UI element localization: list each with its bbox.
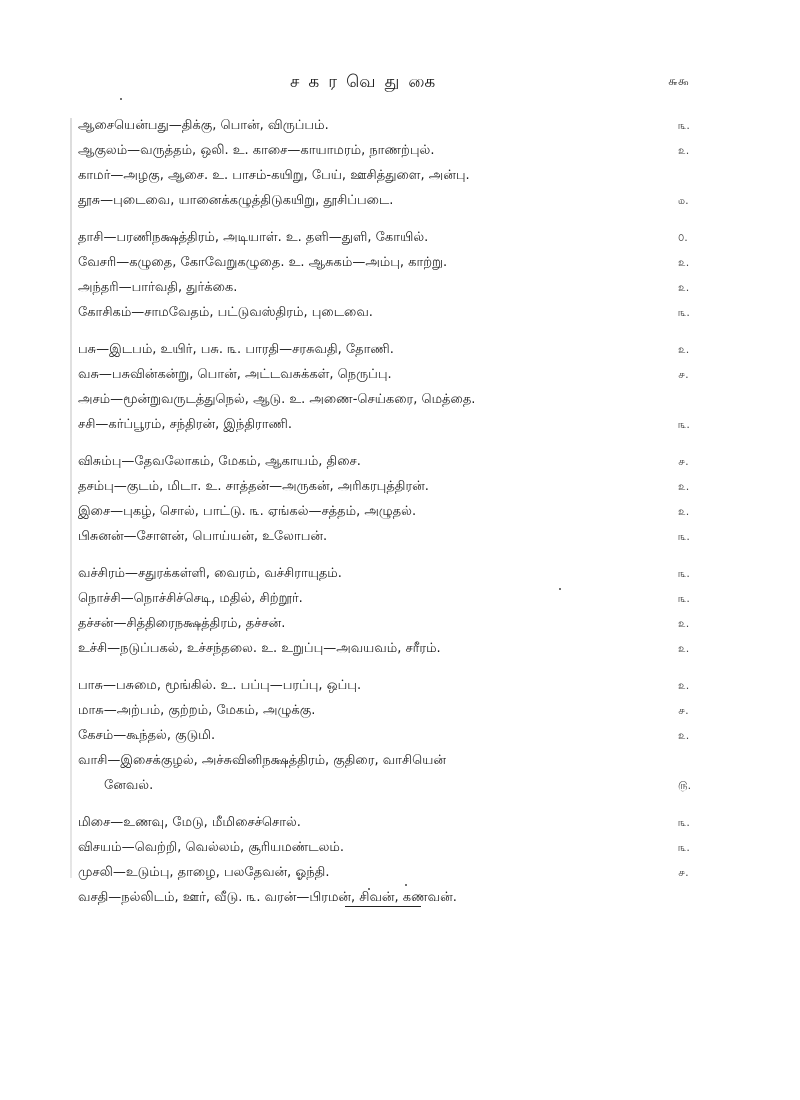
- entry-group: [78, 225, 718, 325]
- entry-line: [78, 673, 718, 698]
- entry-group: [78, 561, 718, 661]
- entry-text: மிசை—உணவு, மேடு, மீமிசைச்சொல்.: [78, 815, 301, 830]
- line-marker: ௨.: [678, 144, 690, 157]
- entry-line: [78, 524, 718, 549]
- line-marker: ௩.: [678, 592, 690, 605]
- entry-text: ஆகுலம்—வருத்தம், ஒலி. உ. காசை—காயாமரம், நாணற்புல்.: [78, 143, 435, 158]
- entry-line: [78, 163, 718, 188]
- line-marker: ௪.: [678, 455, 689, 468]
- entry-text: தசம்பு—குடம், மிடா. உ. சாத்தன்—அருகன், அரிகரபுத்திரன்.: [78, 479, 429, 494]
- entry-text: வேசரி—கழுதை, கோவேறுகழுதை. உ. ஆசுகம்—அம்பு, காற்று.: [78, 255, 448, 270]
- entry-line: [78, 362, 718, 387]
- line-marker: ௰.: [678, 194, 689, 207]
- entry-text: கேசம்—கூந்தல், குடுமி.: [78, 728, 216, 743]
- entry-group: [78, 337, 718, 437]
- line-marker: ௨.: [678, 617, 690, 630]
- line-marker: ௨.: [678, 729, 690, 742]
- entry-line: [78, 810, 718, 835]
- entry-text: வசதி—நல்லிடம், ஊர், வீடு. ௩. வரன்—பிரமன், சிவன், கணவன்.: [78, 890, 457, 905]
- line-marker: ௨.: [678, 343, 690, 356]
- entry-text: வசு—பசுவின்கன்று, பொன், அட்டவசுக்கள், நெருப்பு.: [78, 367, 392, 382]
- entry-line: [78, 412, 718, 437]
- ink-speck: [559, 588, 561, 590]
- line-marker: ௨.: [678, 256, 690, 269]
- entry-group: [78, 113, 718, 213]
- entry-text: விசயம்—வெற்றி, வெல்லம், சூரியமண்டலம்.: [78, 840, 344, 855]
- entry-line: [78, 499, 718, 524]
- entry-line: [78, 337, 718, 362]
- line-marker: ௨.: [678, 281, 690, 294]
- line-marker: ௨.: [678, 505, 690, 518]
- entry-text: மாசு—அற்பம், குற்றம், மேகம், அழுக்கு.: [78, 703, 316, 718]
- entry-text: தாசி—பரணிநக்ஷத்திரம், அடியாள். உ. தளி—துளி, கோயில்.: [78, 230, 429, 245]
- entry-text: ஆசையென்பது—திக்கு, பொன், விருப்பம்.: [78, 118, 329, 133]
- line-marker: ௦.: [678, 231, 688, 244]
- line-marker: ௩.: [678, 816, 690, 829]
- entry-line: [78, 636, 718, 661]
- entry-text: உச்சி—நடுப்பகல், உச்சந்தலை. உ. உறுப்பு—அவயவம், சரீரம்.: [78, 641, 441, 656]
- entry-text: முசலி—உடும்பு, தாழை, பலதேவன், ஓந்தி.: [78, 865, 330, 880]
- entry-text: கோசிகம்—சாமவேதம், பட்டுவஸ்திரம், புடைவை.: [78, 305, 373, 320]
- entry-group: [78, 810, 718, 910]
- entry-line: [78, 275, 718, 300]
- entry-text: தூசு—புடைவை, யானைக்கழுத்திடுகயிறு, தூசிப்படை.: [78, 193, 394, 208]
- line-marker: ௨.: [678, 642, 690, 655]
- page-header: [0, 72, 800, 98]
- running-title: சகரவெதுகை: [290, 72, 445, 92]
- entry-text: னேவல்.: [104, 778, 154, 793]
- entry-line: [78, 474, 718, 499]
- entry-line: [78, 188, 718, 213]
- entry-text: காமர்—அழகு, ஆசை. உ. பாசம்-கயிறு, பேய், ஊசித்துளை, அன்பு.: [78, 168, 470, 183]
- entry-line: [78, 860, 718, 885]
- entry-line: [78, 387, 718, 412]
- line-marker: ௪.: [678, 866, 689, 879]
- entry-text: அசம்—மூன்றுவருடத்துநெல், ஆடு. உ. அணை-செய்கரை, மெத்தை.: [78, 392, 476, 407]
- entry-line: [78, 611, 718, 636]
- ink-speck: [405, 884, 407, 886]
- line-marker: ௨.: [678, 679, 690, 692]
- ink-speck: [368, 888, 370, 890]
- entry-line: [78, 698, 718, 723]
- line-marker: ௩.: [678, 306, 690, 319]
- entry-line: [78, 138, 718, 163]
- entry-text: சசி—கர்ப்பூரம், சந்திரன், இந்திராணி.: [78, 417, 292, 432]
- line-marker: ௩.: [678, 119, 690, 132]
- line-marker: ௩.: [678, 841, 690, 854]
- entry-line: [78, 449, 718, 474]
- entry-text: அந்தரி—பார்வதி, துர்க்கை.: [78, 280, 238, 295]
- line-marker: ௪.: [678, 368, 689, 381]
- entry-text: இசை—புகழ், சொல், பாட்டு. ௩. ஏங்கல்—சத்தம், அழுதல்.: [78, 504, 417, 519]
- line-marker: ௨.: [678, 480, 690, 493]
- entry-line: [78, 250, 718, 275]
- entry-line: [78, 748, 718, 773]
- dictionary-entries: [78, 113, 718, 922]
- entry-line: [78, 586, 718, 611]
- entry-line: [78, 225, 718, 250]
- line-marker: ௩.: [678, 418, 690, 431]
- entry-text: பிசுனன்—சோளன், பொய்யன், உலோபன்.: [78, 529, 328, 544]
- line-marker: ௪.: [678, 704, 689, 717]
- entry-text: பசு—இடபம், உயிர், பசு. ௩. பாரதி—சரசுவதி, தோணி.: [78, 342, 394, 357]
- entry-line: [78, 113, 718, 138]
- end-rule: [345, 906, 421, 907]
- entry-text: வச்சிரம்—சதுரக்கள்ளி, வைரம், வச்சிராயுதம்.: [78, 566, 342, 581]
- line-marker: ௩.: [678, 530, 690, 543]
- entry-text: பாசு—பசுமை, மூங்கில். உ. பப்பு—பரப்பு, ஒப்பு.: [78, 678, 362, 693]
- entry-line: [78, 723, 718, 748]
- page-edge-shadow: [70, 118, 72, 878]
- entry-line: [78, 835, 718, 860]
- ink-speck: [120, 98, 122, 100]
- entry-line: [78, 561, 718, 586]
- entry-group: [78, 449, 718, 549]
- entry-text: வாசி—இசைக்குழல், அச்சுவினிநக்ஷத்திரம், குதிரை, வாசியென்: [78, 753, 446, 768]
- entry-text: நொச்சி—நொச்சிச்செடி, மதில், சிற்றூர்.: [78, 591, 303, 606]
- entry-group: [78, 673, 718, 798]
- entry-line-continuation: [78, 773, 718, 798]
- entry-text: தச்சன்—சித்திரைநக்ஷத்திரம், தச்சன்.: [78, 616, 286, 631]
- entry-text: விசும்பு—தேவலோகம், மேகம், ஆகாயம், திசை.: [78, 454, 361, 469]
- page-number: ௬௯: [668, 74, 689, 88]
- line-marker: ௩.: [678, 567, 690, 580]
- line-marker: ௫.: [678, 779, 692, 792]
- entry-line: [78, 300, 718, 325]
